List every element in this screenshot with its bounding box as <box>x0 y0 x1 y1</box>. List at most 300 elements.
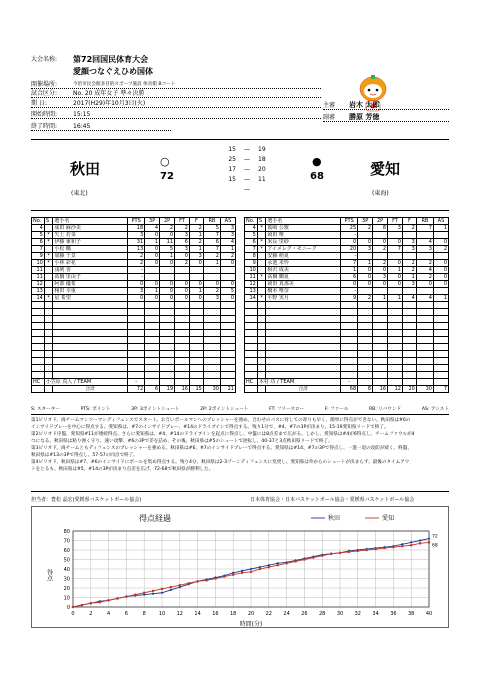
table-cell <box>203 267 220 274</box>
table-cell <box>257 337 266 344</box>
coach-name: 小笠原 真人 / TEAM <box>44 379 127 386</box>
legend-item: F: ファール <box>324 407 349 412</box>
table-cell: 3 <box>402 281 416 288</box>
empty-row <box>32 330 236 337</box>
table-cell <box>44 267 53 274</box>
table-cell <box>220 379 235 386</box>
table-cell <box>189 351 203 358</box>
series-point <box>223 576 225 578</box>
series-point <box>116 597 118 599</box>
table-cell <box>358 302 373 309</box>
empty-row <box>245 337 449 344</box>
x-tick-label: 2 <box>89 611 93 617</box>
table-cell: 0 <box>358 281 373 288</box>
quarter-row <box>222 165 272 175</box>
sub-referee-label: 副審 <box>323 114 336 121</box>
column-header: S <box>257 218 266 225</box>
quarter-home-points: 25 <box>228 156 236 163</box>
table-cell: 9 <box>32 253 45 260</box>
table-cell <box>257 253 266 260</box>
home-team-region: (東北) <box>71 190 88 197</box>
table-cell <box>160 274 175 281</box>
table-cell <box>175 372 190 379</box>
legend-label: 秋田 <box>328 515 341 522</box>
table-cell <box>189 323 203 330</box>
table-cell <box>358 316 373 323</box>
table-cell: 4 <box>416 267 433 274</box>
table-cell <box>53 358 128 365</box>
note-line: 第1ピリオド、両チームマンツーマンディフェンスでスタート。お互いボールマンへのプレッシャーを強め、合わせのパスに対しての寄りも早く、簡単に得点ができない。秋田県は#6の <box>31 418 411 423</box>
series-point <box>357 550 359 552</box>
table-cell <box>175 323 190 330</box>
date-value: 2017(H29)年10月3日(火) <box>73 100 146 107</box>
table-cell <box>402 337 416 344</box>
referee-name: 岩木 太郎 <box>349 101 380 109</box>
series-point <box>277 564 279 566</box>
table-cell <box>189 379 203 386</box>
column-header: No. <box>245 218 258 225</box>
coach-name: 木村 功 / TEAM <box>257 379 340 386</box>
column-header: RB <box>203 218 220 225</box>
table-cell: 2 <box>373 246 388 253</box>
quarter-home-points <box>222 185 236 195</box>
table-cell <box>388 309 403 316</box>
table-cell <box>189 309 203 316</box>
table-cell <box>145 323 160 330</box>
table-cell <box>145 379 160 386</box>
table-cell: 1 <box>189 288 203 295</box>
x-tick-label: 34 <box>372 611 379 617</box>
table-cell <box>373 232 388 239</box>
x-tick-label: 4 <box>107 611 111 617</box>
table-row <box>32 295 236 302</box>
table-cell: - <box>341 232 358 239</box>
table-cell <box>266 323 341 330</box>
series-point <box>268 566 270 568</box>
table-cell <box>257 344 266 351</box>
x-tick-label: 38 <box>408 611 415 617</box>
table-cell: 橋本 唯奈 <box>266 288 341 295</box>
table-cell: 3 <box>402 246 416 253</box>
column-header: PTS <box>341 218 358 225</box>
series-point <box>312 557 314 559</box>
table-cell <box>245 358 258 365</box>
table-cell: * <box>44 239 53 246</box>
totals-cell: 30 <box>416 386 433 393</box>
table-cell: アイメレク・モニーク <box>266 246 341 253</box>
x-tick-label: 30 <box>336 611 344 617</box>
table-cell <box>220 358 235 365</box>
table-cell <box>402 358 416 365</box>
y-tick-label: 20 <box>63 586 70 592</box>
table-cell: 0 <box>145 281 160 288</box>
totals-cell: 15 <box>189 386 203 393</box>
table-cell: 永池 未怜 <box>266 260 341 267</box>
table-cell <box>402 316 416 323</box>
table-row <box>245 288 449 295</box>
table-cell <box>160 323 175 330</box>
table-cell: - <box>128 379 145 386</box>
table-cell: 0 <box>175 281 190 288</box>
tournament-label: 大会名称: <box>31 56 58 63</box>
table-cell: 1 <box>388 295 403 302</box>
away-score: 68 <box>310 171 324 182</box>
table-cell: * <box>44 232 53 239</box>
table-cell: 1 <box>189 232 203 239</box>
table-cell <box>145 309 160 316</box>
table-cell: - <box>341 253 358 260</box>
table-cell: 0 <box>388 281 403 288</box>
table-cell <box>388 358 403 365</box>
table-cell <box>373 372 388 379</box>
table-row <box>32 246 236 253</box>
table-cell: 0 <box>433 281 448 288</box>
table-cell <box>160 379 175 386</box>
table-cell <box>341 351 358 358</box>
table-cell <box>175 351 190 358</box>
table-cell <box>145 358 160 365</box>
table-cell: 1 <box>145 239 160 246</box>
table-cell <box>433 379 448 386</box>
table-cell: 5 <box>203 225 220 232</box>
table-cell: 10 <box>32 260 45 267</box>
table-cell: * <box>44 260 53 267</box>
table-cell <box>402 379 416 386</box>
coach-label: HC <box>32 379 45 386</box>
table-cell <box>32 386 45 393</box>
start-value: 15:15 <box>73 111 91 118</box>
table-cell: 1 <box>433 225 448 232</box>
table-cell: 0 <box>373 239 388 246</box>
table-cell: 栩田 幸重 <box>53 288 128 295</box>
table-cell: 5 <box>32 232 45 239</box>
table-cell <box>203 309 220 316</box>
empty-row <box>245 351 449 358</box>
table-cell <box>160 309 175 316</box>
quarter-dash: — <box>244 186 250 193</box>
table-cell <box>203 372 220 379</box>
totals-cell: 19 <box>160 386 175 393</box>
table-cell: 0 <box>220 281 235 288</box>
series-point <box>419 542 421 544</box>
table-cell: 2 <box>189 239 203 246</box>
table-cell: 3 <box>416 246 433 253</box>
table-cell <box>388 344 403 351</box>
column-header: S <box>44 218 53 225</box>
note-line: 第3ピリオド、両チームともディフェンスのプレッシャーを強める。秋田県は#6、#7のインサイドプレーで得点する。愛知県は#14、#7の3Pで得点し、一進一退の攻防が続く。終盤、 <box>31 446 412 451</box>
away-stats-table <box>244 217 449 393</box>
quarter-row <box>222 175 272 185</box>
table-cell <box>189 358 203 365</box>
series-point <box>188 582 190 584</box>
table-cell <box>145 274 160 281</box>
quarter-away-points: 11 <box>258 176 266 183</box>
away-result-mark: ● <box>312 155 322 168</box>
table-cell: 0 <box>416 281 433 288</box>
table-cell <box>44 274 53 281</box>
table-cell <box>53 309 128 316</box>
table-cell <box>416 372 433 379</box>
table-cell <box>373 365 388 372</box>
table-cell <box>220 330 235 337</box>
table-cell <box>175 316 190 323</box>
table-cell <box>266 337 341 344</box>
table-cell <box>433 288 448 295</box>
table-cell: 2 <box>402 225 416 232</box>
note-line: トをとるも、秋田県は#5、#14の3Pが決まり点差を広げ、72-68で秋田県が勝利した。 <box>31 467 214 472</box>
table-cell: 浅利 香 <box>53 267 128 274</box>
table-cell: 3 <box>220 232 235 239</box>
table-cell: 2 <box>175 260 190 267</box>
table-cell: * <box>257 246 266 253</box>
table-cell: 岡田 唯 <box>266 232 341 239</box>
table-cell <box>245 330 258 337</box>
table-cell: 3 <box>175 246 190 253</box>
table-cell <box>245 316 258 323</box>
table-cell <box>160 344 175 351</box>
legend-item: PTS: ポイント <box>80 407 111 412</box>
table-cell: 0 <box>128 281 145 288</box>
table-cell <box>245 302 258 309</box>
table-cell <box>416 330 433 337</box>
game-notes <box>31 417 449 473</box>
x-tick-label: 10 <box>158 611 166 617</box>
home-team-name: 秋田 <box>70 160 101 178</box>
table-cell <box>388 288 403 295</box>
table-cell <box>44 323 53 330</box>
table-cell <box>416 309 433 316</box>
table-cell <box>341 330 358 337</box>
series-point <box>375 548 377 550</box>
table-cell: 星 希望 <box>53 295 128 302</box>
table-cell: 0 <box>160 288 175 295</box>
table-cell <box>32 344 45 351</box>
table-cell: 1 <box>145 288 160 295</box>
table-cell: 0 <box>433 239 448 246</box>
table-cell <box>388 253 403 260</box>
table-header-row <box>245 218 449 225</box>
table-cell: 8 <box>245 253 258 260</box>
x-tick-label: 40 <box>425 611 433 617</box>
series-point <box>241 572 243 574</box>
date-label: 期 日: <box>31 100 47 107</box>
table-cell <box>341 372 358 379</box>
table-cell <box>416 253 433 260</box>
table-cell <box>128 309 145 316</box>
table-cell <box>128 316 145 323</box>
table-cell <box>175 379 190 386</box>
table-cell: 矢上 若菜 <box>53 232 128 239</box>
table-cell <box>203 365 220 372</box>
column-header: 選手名 <box>266 218 341 225</box>
table-cell: 2 <box>160 225 175 232</box>
table-cell <box>402 302 416 309</box>
coach-row <box>32 379 236 386</box>
sub-referee-name: 勝原 芳徳 <box>349 113 380 121</box>
table-cell: 小林 彩花 <box>53 260 128 267</box>
table-cell <box>128 302 145 309</box>
table-cell: 6 <box>203 239 220 246</box>
series-point <box>72 606 74 608</box>
note-line: つになる。秋田県は粘り強く守り、速い攻撃、#6の3Pで差を詰め、その後、秋田県は#5のシュートで逆転し、40-37と3点秋田県リードで終了。 <box>31 439 333 444</box>
table-cell <box>257 281 266 288</box>
away-team-name: 愛知 <box>370 160 401 178</box>
empty-row <box>245 302 449 309</box>
empty-row <box>32 302 236 309</box>
series-point <box>321 555 323 557</box>
table-cell <box>266 351 341 358</box>
series-point <box>134 594 136 596</box>
table-cell <box>245 309 258 316</box>
table-cell: 6 <box>32 239 45 246</box>
table-row <box>245 253 449 260</box>
table-cell <box>189 337 203 344</box>
divider <box>31 97 321 98</box>
table-cell <box>44 225 53 232</box>
table-cell: * <box>257 225 266 232</box>
table-cell <box>220 351 235 358</box>
table-cell <box>175 267 190 274</box>
table-cell <box>388 232 403 239</box>
table-cell: 0 <box>160 232 175 239</box>
table-cell <box>257 260 266 267</box>
series-point <box>125 595 127 597</box>
table-cell: 2 <box>358 225 373 232</box>
referee-label: 主審 <box>323 102 336 109</box>
table-row <box>245 295 449 302</box>
table-cell: 3 <box>220 225 235 232</box>
table-cell <box>358 253 373 260</box>
table-cell <box>373 253 388 260</box>
x-tick-label: 20 <box>247 611 255 617</box>
legend-item: S: スターター <box>31 407 60 412</box>
table-cell: 6 <box>175 239 190 246</box>
table-cell <box>373 309 388 316</box>
table-cell: 0 <box>358 267 373 274</box>
table-cell: * <box>44 253 53 260</box>
table-cell: 3 <box>189 253 203 260</box>
x-tick-label: 22 <box>265 611 272 617</box>
table-cell <box>373 351 388 358</box>
table-cell: 2 <box>402 260 416 267</box>
table-cell: 5 <box>220 288 235 295</box>
series-point <box>428 541 430 543</box>
empty-row <box>32 351 236 358</box>
quarter-home-points: 15 <box>228 146 236 153</box>
x-tick-label: 8 <box>142 611 146 617</box>
quarter-dash: — <box>244 146 250 153</box>
table-cell: 小松 楓 <box>53 246 128 253</box>
table-cell: 7 <box>388 246 403 253</box>
empty-row <box>245 365 449 372</box>
quarter-home-points: 17 <box>228 166 236 173</box>
table-cell <box>220 365 235 372</box>
table-cell <box>257 330 266 337</box>
table-cell <box>373 316 388 323</box>
table-cell <box>203 330 220 337</box>
table-cell <box>145 316 160 323</box>
totals-cell: 6 <box>145 386 160 393</box>
table-cell <box>160 358 175 365</box>
table-cell: 1 <box>189 246 203 253</box>
table-cell <box>220 344 235 351</box>
table-cell <box>160 316 175 323</box>
table-cell <box>44 302 53 309</box>
table-cell: 安藤 萌夏 <box>266 253 341 260</box>
table-cell: 18 <box>128 225 145 232</box>
table-cell: 0 <box>145 295 160 302</box>
table-cell <box>245 365 258 372</box>
series-point <box>205 579 207 581</box>
series-point <box>81 604 83 606</box>
column-header: 2P <box>160 218 175 225</box>
coach-label: HC <box>245 379 258 386</box>
table-row <box>32 239 236 246</box>
table-row <box>32 281 236 288</box>
table-cell <box>416 358 433 365</box>
divider <box>31 107 321 108</box>
empty-row <box>32 323 236 330</box>
table-cell: 11 <box>245 274 258 281</box>
table-cell <box>203 302 220 309</box>
table-cell <box>266 302 341 309</box>
table-cell: - <box>128 274 145 281</box>
table-cell <box>266 316 341 323</box>
table-cell <box>189 274 203 281</box>
table-row <box>245 239 449 246</box>
totals-cell: 8 <box>358 386 373 393</box>
table-cell <box>32 309 45 316</box>
table-cell: 7 <box>341 260 358 267</box>
table-cell <box>203 351 220 358</box>
x-tick-label: 36 <box>390 611 397 617</box>
quarter-away-points: 20 <box>258 166 266 173</box>
table-cell: 9 <box>341 295 358 302</box>
table-cell <box>402 288 416 295</box>
table-cell <box>373 302 388 309</box>
table-cell: 1 <box>373 295 388 302</box>
table-cell <box>266 309 341 316</box>
table-cell <box>128 344 145 351</box>
empty-row <box>32 372 236 379</box>
table-cell <box>341 358 358 365</box>
series-point <box>366 549 368 551</box>
series-point <box>108 599 110 601</box>
table-cell: 1 <box>160 253 175 260</box>
table-cell <box>44 309 53 316</box>
table-cell <box>175 274 190 281</box>
divider <box>31 118 321 119</box>
table-cell: 0 <box>358 239 373 246</box>
x-tick-label: 24 <box>283 611 290 617</box>
table-cell <box>388 337 403 344</box>
table-cell <box>433 253 448 260</box>
column-header: 3P <box>145 218 160 225</box>
table-cell: 2 <box>189 225 203 232</box>
table-cell <box>373 323 388 330</box>
table-cell <box>128 365 145 372</box>
table-cell: - <box>128 267 145 274</box>
table-cell: 0 <box>388 274 403 281</box>
home-stats-table <box>31 217 236 393</box>
table-cell <box>220 309 235 316</box>
table-cell <box>220 337 235 344</box>
table-cell <box>160 351 175 358</box>
table-cell <box>341 344 358 351</box>
table-cell: 伊藤 東和子 <box>53 239 128 246</box>
empty-row <box>245 309 449 316</box>
column-header: 2P <box>373 218 388 225</box>
